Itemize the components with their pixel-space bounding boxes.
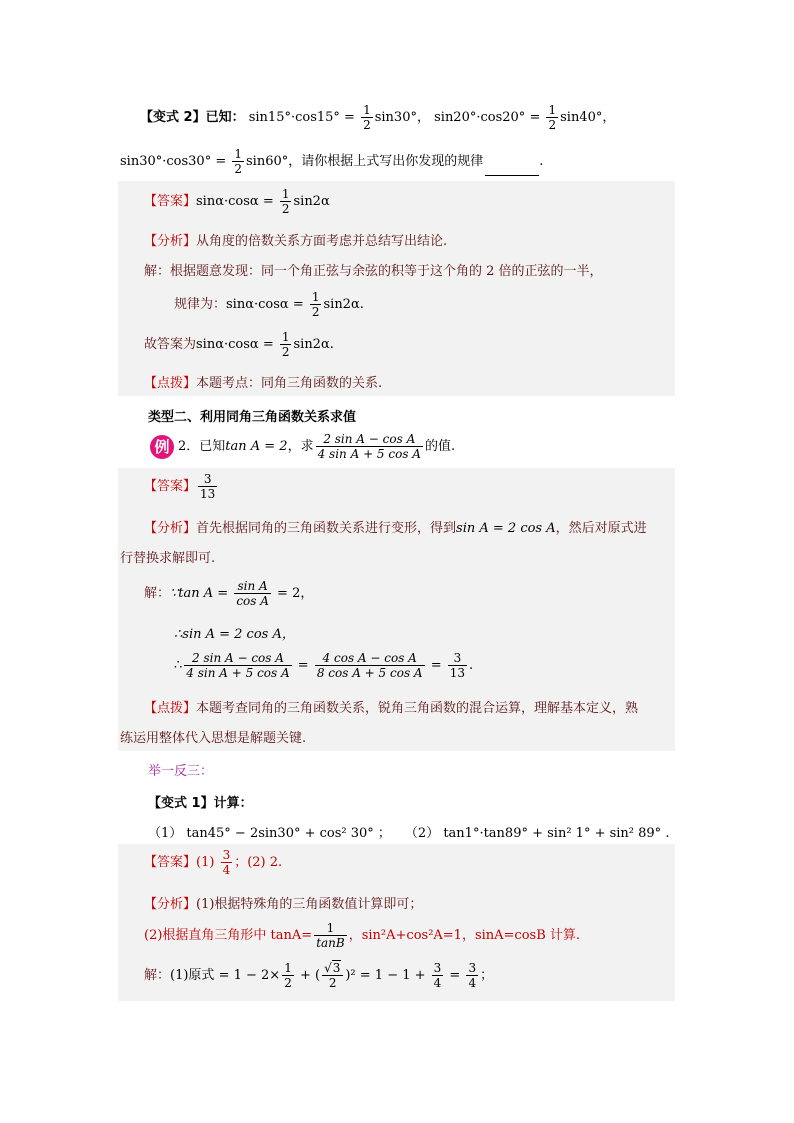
analysis-label: 【分析】 [144,521,197,536]
fraction: $\frac{1}{2}$ [281,330,290,359]
fraction: $\frac{√3}{2}$ [322,961,343,990]
fraction: $\frac{3}{4}$ [433,961,442,990]
final-answer-1: 故答案为sinα·cosα = $\frac{1}{2}$ sin2α. [118,326,675,366]
var1-heading [0,792,794,811]
analysis-3-cont: (2)根据直角三角形中 tanA= $\frac{1}{\tan B}$ ，sin²A+cos²A=1，sinA=cosB 计算. [118,917,675,959]
answer-3: 【答案】(1) $\frac{3}{4}$ ；(2) 2. [118,844,675,887]
analysis-2-cont: 行替换求解即可. [118,541,675,577]
var2-label: 【变式 2】已知： [140,110,245,125]
solution-2-step3: ∴ $\frac{\text{2 sin A − cos A}}{\text{4 sin A + 5 cos A}}$ = $\frac{\text{4 cos A − cos A}}{\text{8 cos A + 5 cos A}}$ = $\frac{3}{13}$ . [118,647,675,691]
fraction: $\frac{3}{4}$ [468,961,477,990]
solution-label: 解： [144,968,171,983]
analysis-1: 【分析】从角度的倍数关系方面考虑并总结写出结论. [118,224,675,254]
section-heading [0,406,794,425]
fraction: $\frac{3}{4}$ [222,848,231,877]
var2-expr2: sin20°·cos20° = [434,110,545,125]
fraction: $\frac{\text{2 sin A − cos A}}{\text{4 sin A + 5 cos A}}$ [186,651,290,680]
practice-title: 举一反三： [148,764,214,779]
fraction: $\frac{1}{\tan B}$ [316,921,345,950]
answer-label: 【答案】 [144,479,197,494]
var2-line1: 【变式 2】已知： sin15°·cos15° = $\frac{1}{2}$ sin30°， sin20°·cos20° = $\frac{1}{2}$ sin40°， [140,103,616,132]
solution-label: 解： [144,264,171,279]
question-1: （1） tan45° − 2sin30° + cos² 30° ； [148,826,391,841]
tip-1: 【点拨】本题考点：同角三角函数的关系. [118,366,675,396]
answer-blank [485,163,539,176]
example-badge: 例 [150,435,174,459]
tip-label: 【点拨】 [144,376,197,391]
fraction: $\frac{\text{sin A}}{\text{cos A}}$ [236,579,269,608]
var2-prompt: 请你根据上式写出你发现的规律 [301,154,484,169]
practice-heading [0,760,794,779]
fraction: $\frac{3}{13}$ [449,651,466,680]
analysis-2: 【分析】首先根据同角的三角函数关系进行变形，得到sin A = 2 cos A，然后对原式进 [118,511,675,541]
solution-3: 解：(1)原式 = 1 − 2× $\frac{1}{2}$ + ( $\frac{√3}{2}$ )² = 1 − 1 + $\frac{3}{4}$ = $\frac{3}{4}$ ； [118,959,675,1001]
analysis-label: 【分析】 [144,897,197,912]
analysis-3: 【分析】(1)根据特殊角的三角函数值计算即可； [118,887,675,917]
solution-1: 解：根据题意发现：同一个角正弦与余弦的积等于这个角的 2 倍的正弦的一半， [118,254,675,284]
var2-expr1: sin15°·cos15° = [248,110,360,125]
tip-2-cont: 练运用整体代入思想是解题关键. [118,721,675,751]
fraction: $\frac{1}{2}$ [548,103,557,132]
solution-label: 解： [144,586,171,601]
var2-line2: sin30°·cos30° = $\frac{1}{2}$ sin60°，请你根据上式写出你发现的规律 . [120,147,544,176]
fraction: $\frac{1}{2}$ [363,103,371,132]
tip-2: 【点拨】本题考查同角的三角函数关系，锐角三角函数的混合运算，理解基本定义，熟 [118,691,675,721]
solution-2-step1: 解：∵tan A = $\frac{\text{sin A}}{\text{cos A}}$ = 2， [118,577,675,617]
fraction: $\frac{1}{2}$ [311,290,320,319]
answer-1: 【答案】sinα·cosα = $\frac{1}{2}$ sin2α [118,181,675,224]
fraction: $\frac{1}{2}$ [284,961,292,990]
answer-label: 【答案】 [144,855,197,870]
fraction: $\frac{1}{2}$ [281,187,290,216]
var1-questions [0,822,794,841]
answer-label: 【答案】 [144,194,197,209]
fraction: $\frac{\text{2 sin A − cos A}}{\text{4 sin A + 5 cos A}}$ [317,432,421,461]
analysis-label: 【分析】 [144,234,197,249]
section-title: 类型二、利用同角三角函数关系求值 [148,410,357,425]
example-2: 例 2．已知tan A = 2，求 $\frac{\text{2 sin A − cos A}}{\text{4 sin A + 5 cos A}}$ 的值. [0,432,794,461]
fraction: $\frac{3}{13}$ [200,472,216,501]
fraction: $\frac{\text{4 cos A − cos A}}{\text{8 cos A + 5 cos A}}$ [316,651,423,680]
question-2: （2） tan1°·tan89° + sin² 1° + sin² 89° . [404,826,670,841]
solution-2-step2: ∴sin A = 2 cos A， [118,617,675,647]
var1-label: 【变式 1】计算： [148,796,253,811]
solution-1-rule: 规律为：sinα·cosα = $\frac{1}{2}$ sin2α. [118,284,675,326]
answer-2 [118,468,675,511]
tip-label: 【点拨】 [144,701,197,716]
fraction: $\frac{1}{2}$ [234,147,242,176]
var2-expr3: sin30°·cos30° = [120,154,231,169]
